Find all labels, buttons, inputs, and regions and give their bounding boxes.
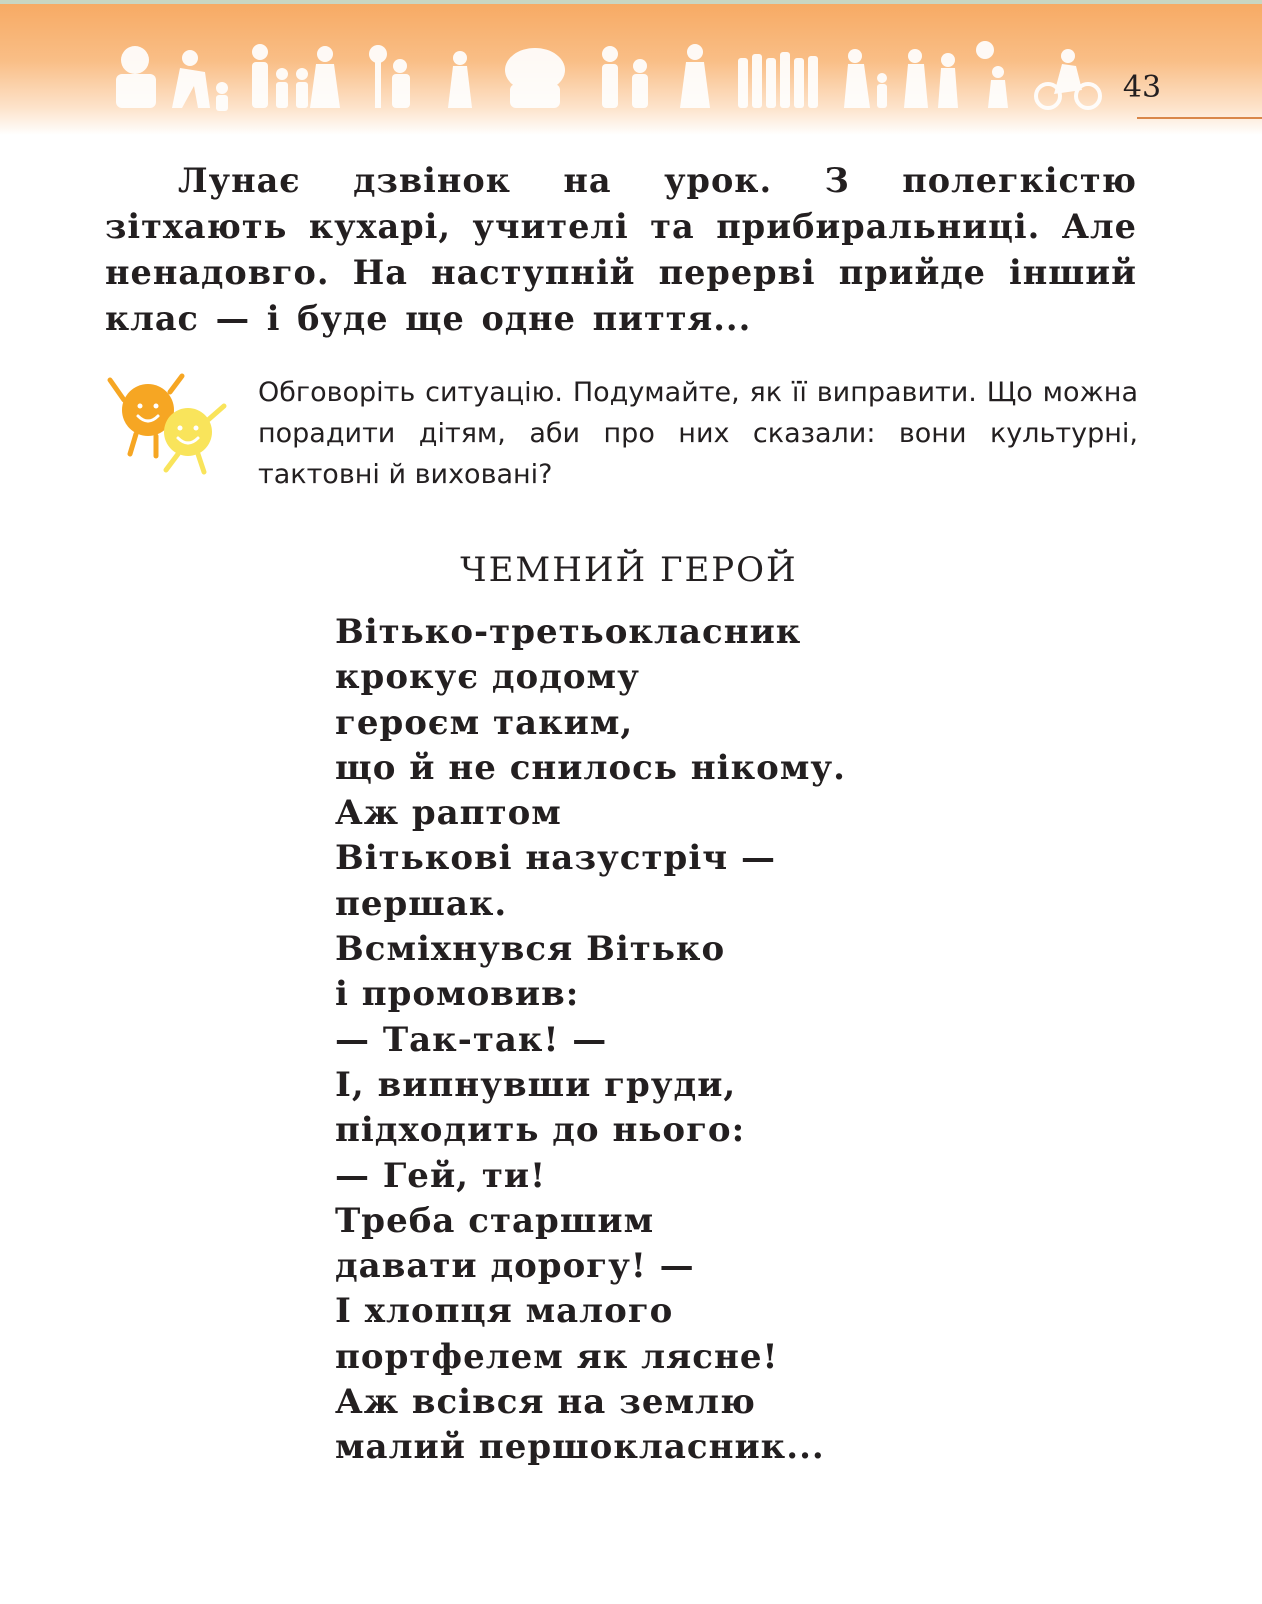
- poem-line: — Гей, ти!: [335, 1155, 547, 1196]
- poem-title: [0, 550, 1262, 590]
- smiling-suns-icon: [100, 370, 240, 490]
- poem-line: Аж раптом: [335, 793, 562, 834]
- poem-body: [335, 610, 1035, 1471]
- poem-line: Вітько-третьокласник: [335, 612, 802, 652]
- poem-line: І, випнувши груди,: [335, 1064, 737, 1105]
- poem-line: і промовив:: [335, 974, 580, 1015]
- page-number-rule: [1137, 117, 1262, 119]
- poem-line: підходить до нього:: [335, 1110, 746, 1151]
- poem-title-text: ЧЕМНИЙ ГЕРОЙ: [460, 550, 798, 590]
- poem-line: крокує додому: [335, 657, 640, 698]
- people-silhouettes-icon: [110, 38, 1130, 118]
- poem-line: що й не снилось нікому.: [335, 747, 846, 788]
- poem-line: Вітькові назустріч —: [335, 838, 776, 879]
- discussion-task: Обговоріть ситуацію. Подумайте, як її виправити. Що можна порадити дітям, аби про них сказали: вони культурні, тактовні й виховані?: [258, 377, 1138, 490]
- page-number: 43: [1122, 70, 1162, 105]
- poem-line: портфелем як лясне!: [335, 1336, 779, 1377]
- poem-line: Всміхнувся Вітько: [335, 929, 726, 970]
- intro-text: Лунає дзвінок на урок. З полегкістю зітхають кухарі, учителі та прибиральниці. Але ненадовго. На наступній перерві прийде інший клас — і буде ще одне пиття...: [105, 161, 1137, 338]
- poem-line: — Так-так! —: [335, 1019, 608, 1060]
- poem-line: І хлопця малого: [335, 1291, 674, 1332]
- header-top-line: [0, 0, 1262, 4]
- poem-line: першак.: [335, 883, 508, 924]
- poem-line: Треба старшим: [335, 1200, 655, 1241]
- poem-line: давати дорогу! —: [335, 1246, 695, 1287]
- poem-line: героєм таким,: [335, 702, 634, 743]
- poem-line: малий першокласник...: [335, 1427, 825, 1468]
- poem-line: Аж всівся на землю: [335, 1382, 756, 1423]
- intro-paragraph: [105, 158, 1137, 342]
